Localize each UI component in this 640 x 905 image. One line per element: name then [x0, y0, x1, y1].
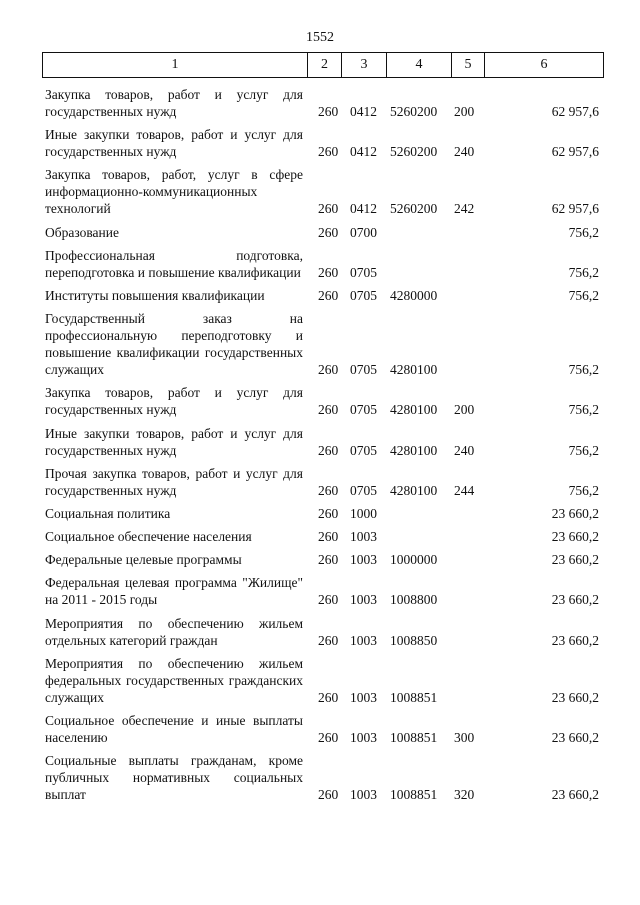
- expense-type-code: [451, 652, 484, 709]
- expense-type-code: 244: [454, 482, 475, 498]
- chapter-code: 260: [318, 224, 339, 240]
- chapter-code: 260: [318, 552, 339, 568]
- chapter-code: 260: [318, 264, 339, 280]
- amount: 756,2: [568, 287, 599, 303]
- table-row: [42, 123, 603, 163]
- section-code: 1003: [350, 552, 377, 568]
- table-row: [42, 502, 603, 525]
- table-row: [42, 749, 603, 806]
- item-name: Федеральная целевая программа "Жилище" на 2011 - 2015 годы: [45, 575, 303, 608]
- item-name: Закупка товаров, работ, услуг в сфере информационно-коммуникационных технологий: [45, 167, 303, 217]
- chapter-code: 260: [318, 482, 339, 498]
- chapter-code: 260: [318, 362, 339, 378]
- table-row: [42, 462, 603, 502]
- expense-type-code: 200: [454, 402, 475, 418]
- section-code: 0700: [350, 224, 377, 240]
- table-row: [42, 381, 603, 421]
- chapter-code: 260: [318, 787, 339, 803]
- table-header: [42, 52, 604, 78]
- section-code: 1003: [350, 730, 377, 745]
- amount: 23 660,2: [551, 689, 599, 705]
- header-col-5: 5: [452, 53, 485, 78]
- expense-type-code: 200: [454, 104, 475, 119]
- chapter-code: 260: [318, 201, 339, 217]
- target-article-code: 5260200: [390, 144, 438, 160]
- amount: 756,2: [568, 224, 599, 240]
- target-article-code: 4280000: [390, 287, 438, 303]
- header-col-2: 2: [308, 53, 342, 78]
- target-article-code: [386, 244, 451, 284]
- section-code: 0705: [350, 287, 377, 303]
- amount: 62 957,6: [551, 201, 599, 217]
- item-name: Мероприятия по обеспечению жильем федеральных государственных гражданских служащих: [45, 655, 303, 705]
- chapter-code: 260: [318, 442, 339, 458]
- expense-type-code: 300: [454, 730, 475, 745]
- item-name: Профессиональная подготовка, переподготовка и повышение квалификации: [45, 247, 303, 280]
- table-row: [42, 244, 603, 284]
- section-code: 1003: [350, 632, 377, 648]
- page-number: 1552: [306, 30, 334, 45]
- expense-type-code: 240: [454, 442, 475, 458]
- target-article-code: [386, 221, 451, 244]
- item-name: Федеральные целевые программы: [45, 552, 242, 568]
- chapter-code: 260: [318, 529, 339, 545]
- section-code: 1003: [350, 529, 377, 545]
- item-name: Социальные выплаты гражданам, кроме публичных нормативных социальных выплат: [45, 753, 303, 803]
- amount: 62 957,6: [551, 144, 599, 160]
- item-name: Иные закупки товаров, работ и услуг для государственных нужд: [45, 425, 303, 458]
- expense-type-code: 242: [454, 201, 475, 217]
- expense-type-code: [451, 221, 484, 244]
- chapter-code: 260: [318, 402, 339, 418]
- target-article-code: [386, 525, 451, 548]
- table-row: [42, 307, 603, 381]
- target-article-code: 1008800: [390, 592, 438, 608]
- table-row: [42, 612, 603, 652]
- amount: 23 660,2: [551, 592, 599, 608]
- item-name: Закупка товаров, работ и услуг для государственных нужд: [45, 385, 303, 418]
- table-row: [42, 571, 603, 611]
- target-article-code: 4280100: [390, 402, 438, 418]
- section-code: 1003: [350, 592, 377, 608]
- chapter-code: 260: [318, 505, 339, 521]
- expense-type-code: 320: [454, 787, 475, 803]
- amount: 23 660,2: [551, 632, 599, 648]
- budget-table: [42, 83, 603, 806]
- target-article-code: 5260200: [390, 104, 438, 119]
- target-article-code: 4280100: [390, 482, 438, 498]
- header-col-4: 4: [387, 53, 452, 78]
- section-code: 0412: [350, 144, 377, 160]
- section-code: 1000: [350, 505, 377, 521]
- chapter-code: 260: [318, 592, 339, 608]
- expense-type-code: 240: [454, 144, 475, 160]
- chapter-code: 260: [318, 632, 339, 648]
- table-row: [42, 652, 603, 709]
- chapter-code: 260: [318, 689, 339, 705]
- section-code: 0705: [350, 362, 377, 378]
- amount: 23 660,2: [551, 505, 599, 521]
- amount: 756,2: [568, 264, 599, 280]
- item-name: Социальная политика: [45, 505, 171, 521]
- table-row: [42, 422, 603, 462]
- expense-type-code: [451, 571, 484, 611]
- section-code: 0412: [350, 104, 377, 119]
- expense-type-code: [451, 548, 484, 571]
- expense-type-code: [451, 244, 484, 284]
- table-row: [42, 83, 603, 123]
- item-name: Государственный заказ на профессиональную переподготовку и повышение квалификации государственных служащих: [45, 311, 303, 378]
- target-article-code: 1008851: [390, 730, 438, 745]
- target-article-code: 1000000: [390, 552, 438, 568]
- chapter-code: 260: [318, 730, 339, 745]
- amount: 756,2: [568, 402, 599, 418]
- section-code: 0705: [350, 402, 377, 418]
- target-article-code: 4280100: [390, 362, 438, 378]
- header-col-6: 6: [485, 53, 604, 78]
- table-row: [42, 163, 603, 220]
- item-name: Мероприятия по обеспечению жильем отдельных категорий граждан: [45, 615, 303, 648]
- chapter-code: 260: [318, 104, 339, 119]
- amount: 756,2: [568, 362, 599, 378]
- table-row: [42, 284, 603, 307]
- amount: 23 660,2: [551, 730, 599, 745]
- section-code: 0705: [350, 482, 377, 498]
- target-article-code: 4280100: [390, 442, 438, 458]
- expense-type-code: [451, 284, 484, 307]
- expense-type-code: [451, 307, 484, 381]
- amount: 62 957,6: [551, 104, 599, 119]
- expense-type-code: [451, 525, 484, 548]
- table-row: [42, 525, 603, 548]
- amount: 23 660,2: [551, 787, 599, 803]
- target-article-code: 1008851: [390, 787, 438, 803]
- header-col-3: 3: [342, 53, 387, 78]
- amount: 23 660,2: [551, 552, 599, 568]
- item-name: Закупка товаров, работ и услуг для государственных нужд: [45, 87, 303, 119]
- target-article-code: [386, 502, 451, 525]
- expense-type-code: [451, 612, 484, 652]
- amount: 23 660,2: [551, 529, 599, 545]
- item-name: Институты повышения квалификации: [45, 287, 265, 303]
- item-name: Прочая закупка товаров, работ и услуг для государственных нужд: [45, 465, 303, 498]
- header-col-1: 1: [43, 53, 308, 78]
- amount: 756,2: [568, 442, 599, 458]
- expense-type-code: [451, 502, 484, 525]
- item-name: Социальное обеспечение населения: [45, 529, 252, 545]
- section-code: 0705: [350, 442, 377, 458]
- target-article-code: 5260200: [390, 201, 438, 217]
- table-row: [42, 221, 603, 244]
- table-row: [42, 709, 603, 749]
- item-name: Образование: [45, 224, 119, 240]
- section-code: 0412: [350, 201, 377, 217]
- section-code: 1003: [350, 787, 377, 803]
- target-article-code: 1008850: [390, 632, 438, 648]
- target-article-code: 1008851: [390, 689, 438, 705]
- chapter-code: 260: [318, 144, 339, 160]
- item-name: Иные закупки товаров, работ и услуг для государственных нужд: [45, 127, 303, 160]
- section-code: 0705: [350, 264, 377, 280]
- item-name: Социальное обеспечение и иные выплаты населению: [45, 713, 303, 745]
- section-code: 1003: [350, 689, 377, 705]
- table-row: [42, 548, 603, 571]
- amount: 756,2: [568, 482, 599, 498]
- chapter-code: 260: [318, 287, 339, 303]
